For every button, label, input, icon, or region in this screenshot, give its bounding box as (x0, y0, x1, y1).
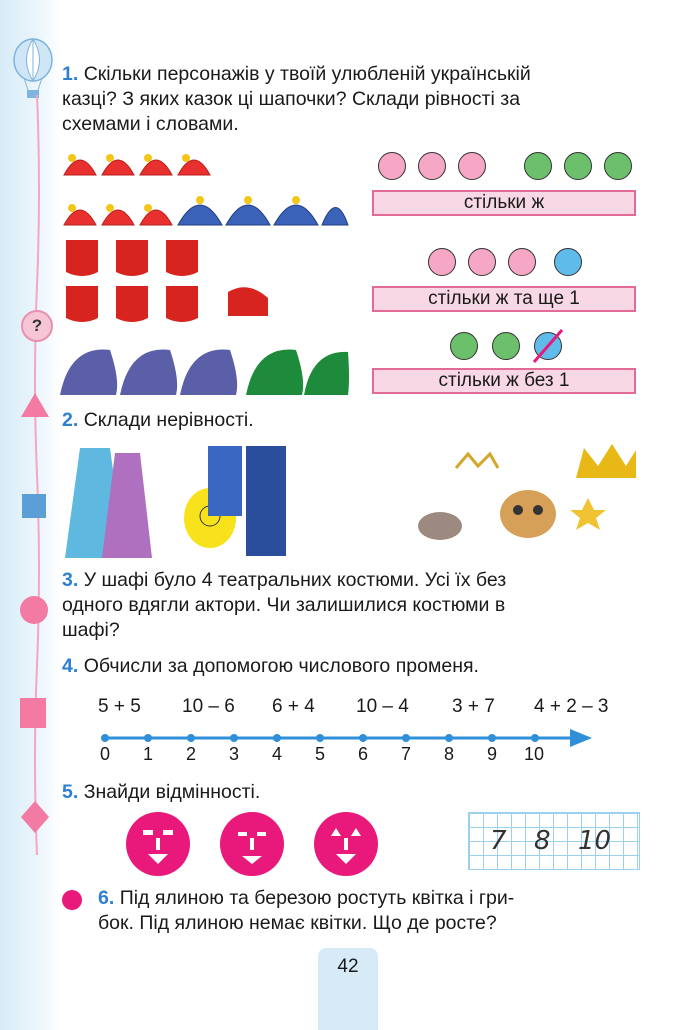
expression: 4 + 2 – 3 (534, 696, 609, 717)
hats-illustration (60, 140, 350, 400)
scheme-box-3: стільки ж без 1 (372, 368, 636, 394)
scheme-circle (492, 332, 520, 360)
number-line-label: 9 (487, 744, 498, 764)
task-2-number: 2. (62, 409, 79, 431)
task-3 (62, 568, 642, 643)
task-1-line-2: казці? З яких казок ці шапочки? Склади рівності за (62, 88, 521, 110)
task-1-line-3: схемами і словами. (62, 113, 239, 135)
scheme-circle (428, 248, 456, 276)
task-4 (62, 654, 479, 679)
triangle-icon (20, 392, 50, 418)
scheme-circle (564, 152, 592, 180)
number-line-label: 1 (143, 744, 154, 764)
task-5-number: 5. (62, 781, 79, 803)
number-line-label: 8 (444, 744, 455, 764)
number-line-label: 5 (315, 744, 326, 764)
crowns-masks-illustration (400, 438, 640, 558)
expression: 10 – 6 (182, 696, 235, 717)
task-5-text: Знайди відмінності. (83, 781, 261, 803)
task-6-bullet (62, 890, 82, 910)
question-badge: ? (21, 310, 53, 342)
task-2-text: Склади нерівності. (83, 409, 254, 431)
task-3-line-1: У шафі було 4 театральних костюми. Усі їх без (83, 569, 507, 591)
task-2 (62, 408, 254, 433)
page-number: 42 (337, 956, 359, 977)
task-3-line-2: одного вдягли актори. Чи залишилися костюми в (62, 594, 506, 616)
number-line-label: 7 (401, 744, 412, 764)
task-6-number: 6. (98, 887, 115, 909)
scheme-circle (508, 248, 536, 276)
scheme-circle (458, 152, 486, 180)
cross-out-icon (528, 326, 568, 366)
square-icon (22, 494, 46, 518)
face-features-icon (314, 812, 378, 876)
task-6-line-2: бок. Під ялиною немає квітки. Що де росте? (98, 912, 497, 934)
grid-digit: 8 (534, 826, 551, 856)
scheme-box-1: стільки ж (372, 190, 636, 216)
task-4-text: Обчисли за допомогою числового променя. (83, 655, 479, 677)
task-6-line-1: Під ялиною та березою ростуть квітка і гри- (119, 887, 515, 909)
task-5 (62, 780, 260, 805)
margin-wavy-line (30, 95, 44, 855)
face-2 (220, 812, 284, 876)
hot-air-balloon-icon (12, 38, 54, 100)
rectangle-icon (20, 698, 46, 728)
number-line-label: 10 (524, 744, 545, 764)
number-line-label: 2 (186, 744, 197, 764)
grid-digit: 7 (490, 826, 507, 856)
scheme-circle (450, 332, 478, 360)
grid-digit: 10 (578, 826, 612, 856)
task-3-number: 3. (62, 569, 79, 591)
expression: 6 + 4 (272, 696, 315, 717)
diamond-icon (20, 800, 50, 834)
task-3-line-3: шафі? (62, 619, 120, 641)
circle-icon (20, 596, 48, 624)
task-1 (62, 62, 642, 137)
face-features-icon (126, 812, 190, 876)
task-1-line-1: Скільки персонажів у твоїй улюбленій українській (83, 63, 531, 85)
face-3 (314, 812, 378, 876)
task-1-number: 1. (62, 63, 79, 85)
expression: 10 – 4 (356, 696, 409, 717)
number-line-arrow (96, 726, 596, 750)
costumes-illustration (60, 438, 300, 558)
face-1 (126, 812, 190, 876)
number-line-label: 4 (272, 744, 283, 764)
task-6 (98, 886, 643, 936)
face-features-icon (220, 812, 284, 876)
number-line-label: 3 (229, 744, 240, 764)
expression: 3 + 7 (452, 696, 495, 717)
expression: 5 + 5 (98, 696, 141, 717)
scheme-circle (468, 248, 496, 276)
scheme-circle (604, 152, 632, 180)
number-line-label: 6 (358, 744, 369, 764)
scheme-circle (418, 152, 446, 180)
scheme-box-2: стільки ж та ще 1 (372, 286, 636, 312)
task-4-number: 4. (62, 655, 79, 677)
scheme-circle (524, 152, 552, 180)
number-line-label: 0 (100, 744, 111, 764)
scheme-circle (378, 152, 406, 180)
scheme-circle (554, 248, 582, 276)
